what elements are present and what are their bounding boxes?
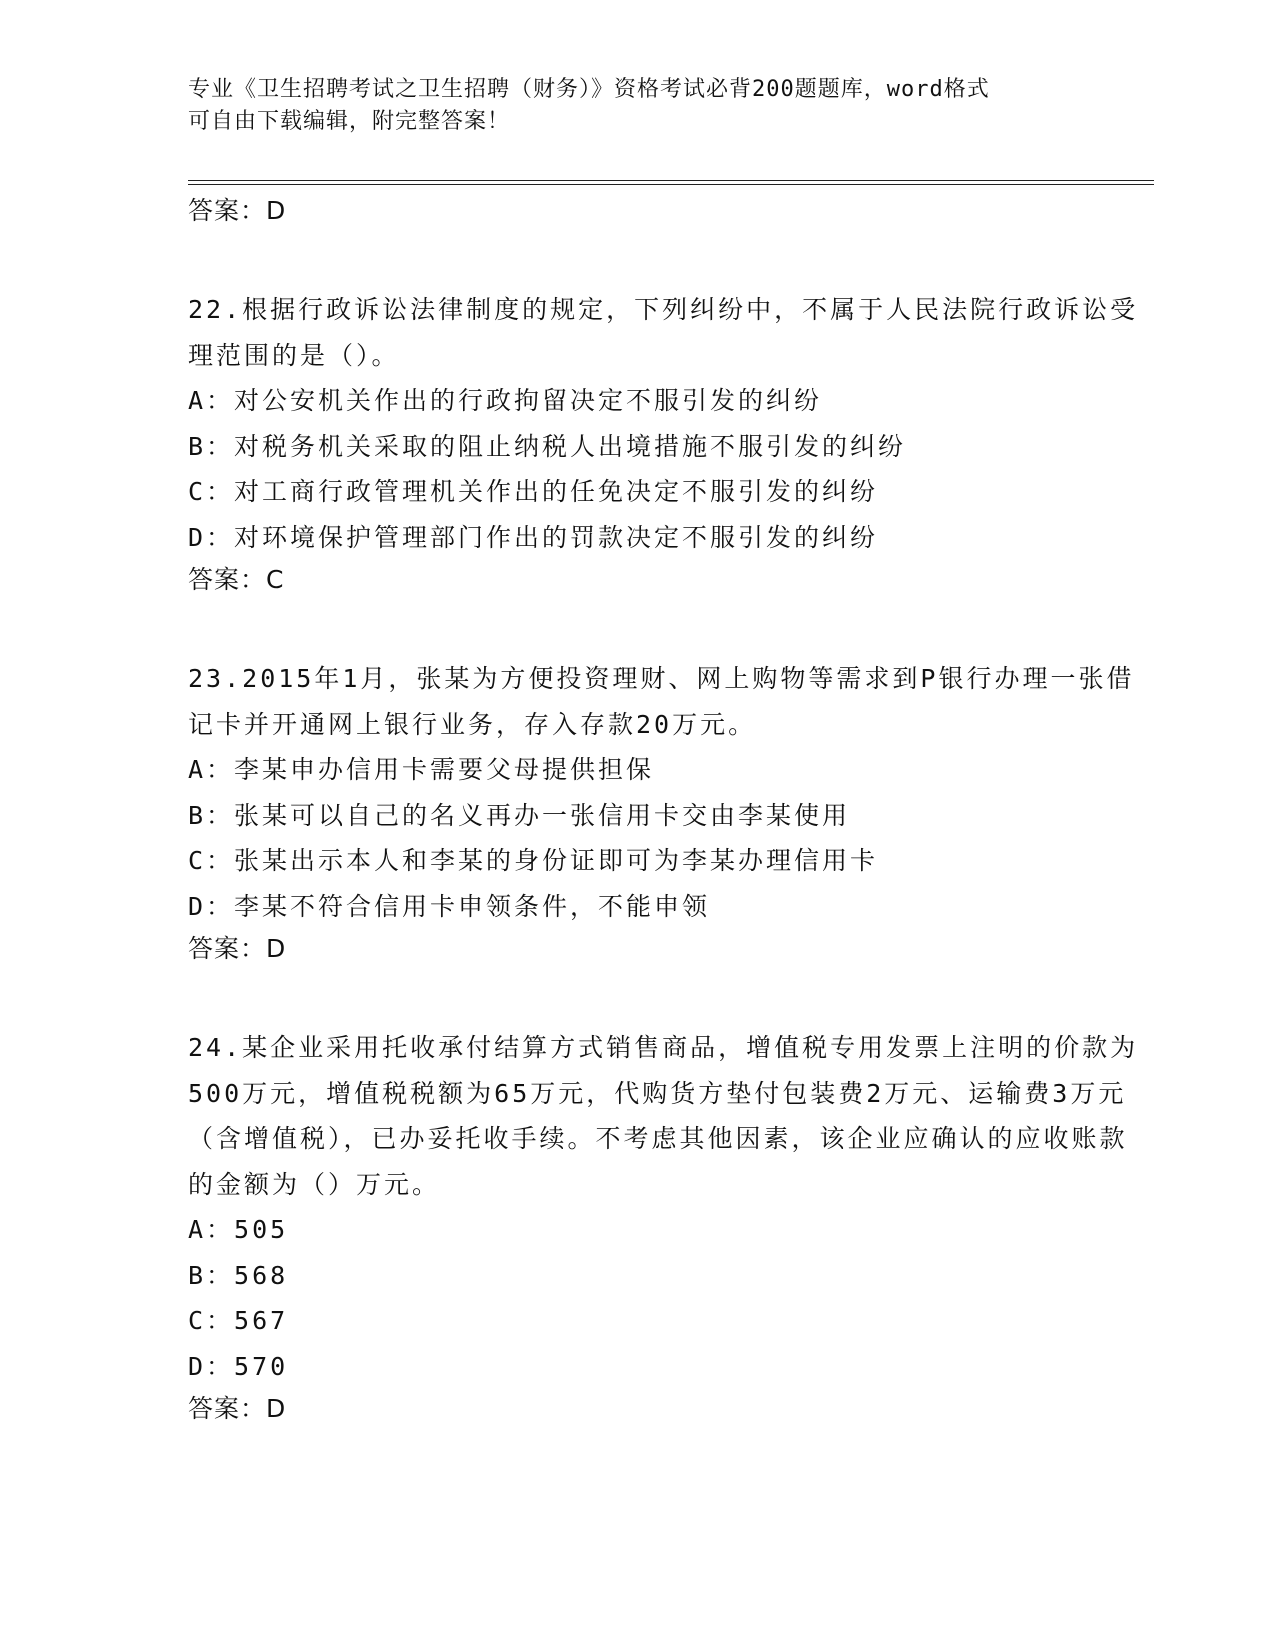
- document-header: [188, 74, 1088, 138]
- option-d: D：570: [188, 1351, 289, 1381]
- option-a: A：对公安机关作出的行政拘留决定不服引发的纠纷: [188, 386, 823, 415]
- question-stem: 23.2015年1月，张某为方便投资理财、网上购物等需求到P银行办理一张借记卡并开通网上银行业务，存入存款20万元。: [188, 664, 1135, 739]
- answer: 答案：D: [188, 1394, 287, 1423]
- option-b: B：张某可以自己的名义再办一张信用卡交由李某使用: [188, 800, 851, 830]
- question-stem: 24.某企业采用托收承付结算方式销售商品，增值税专用发票上注明的价款为500万元，增值税税额为65万元，代购货方垫付包装费2万元、运输费3万元（含增值税），已办妥托收手续。不考虑其他因素，该企业应确认的应收账款的金额为（）万元。: [188, 1033, 1139, 1199]
- option-a: A：505: [188, 1215, 289, 1244]
- question-23: [188, 656, 1148, 969]
- answer: 答案：C: [188, 565, 285, 594]
- option-c: C：对工商行政管理机关作出的任免决定不服引发的纠纷: [188, 477, 879, 506]
- question-stem: 22.根据行政诉讼法律制度的规定，下列纠纷中，不属于人民法院行政诉讼受理范围的是（）。: [188, 295, 1139, 370]
- question-22: [188, 287, 1148, 600]
- question-list: [188, 191, 1148, 1429]
- header-divider-double: [188, 184, 1154, 185]
- header-line-1: 专业《卫生招聘考试之卫生招聘（财务）》资格考试必背200题题库，word格式: [188, 77, 990, 102]
- question-24: [188, 1025, 1148, 1429]
- header-line-2: 可自由下载编辑，附完整答案！: [188, 109, 511, 134]
- option-c: C：张某出示本人和李某的身份证即可为李某办理信用卡: [188, 846, 879, 875]
- header-divider: [188, 180, 1154, 181]
- option-b: B：568: [188, 1260, 289, 1290]
- option-d: D：李某不符合信用卡申领条件，不能申领: [188, 891, 711, 921]
- option-d: D：对环境保护管理部门作出的罚款决定不服引发的纠纷: [188, 522, 879, 552]
- answer: 答案：D: [188, 934, 287, 963]
- option-c: C：567: [188, 1306, 289, 1335]
- option-b: B：对税务机关采取的阻止纳税人出境措施不服引发的纠纷: [188, 431, 907, 461]
- previous-answer: 答案：D: [188, 196, 287, 225]
- option-a: A：李某申办信用卡需要父母提供担保: [188, 755, 655, 784]
